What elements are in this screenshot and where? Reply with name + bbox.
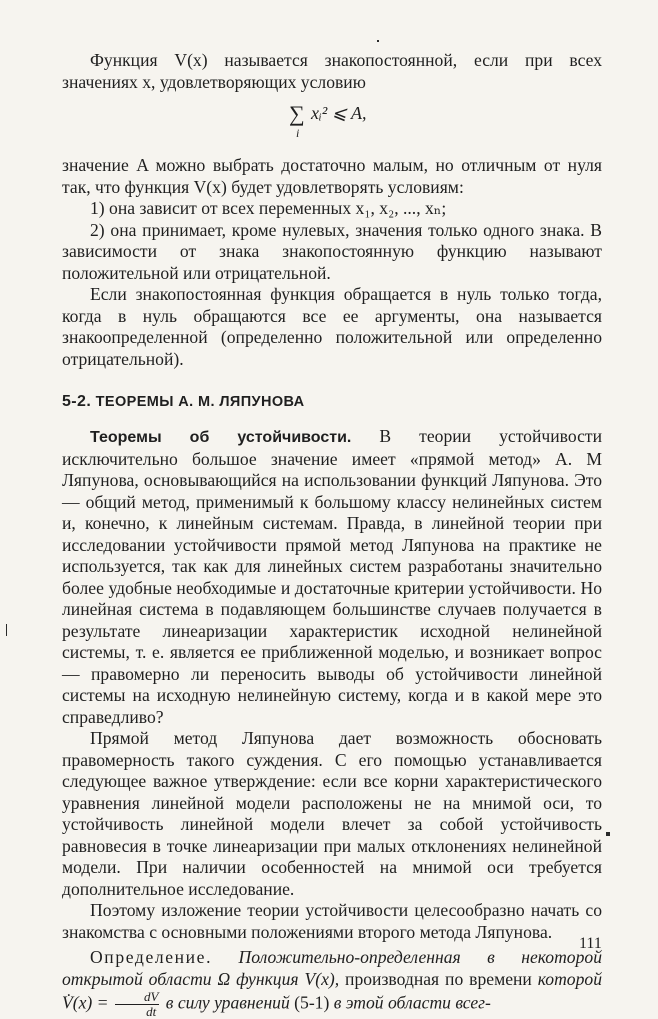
fraction-numerator: dV [115,990,159,1005]
definition-normal-2: (5-1) [289,992,334,1013]
paragraph-second-method: Поэтому изложение теории устойчивости целесообразно начать со знакомства с основными положениями второго метода Ляпунова. [62,900,602,942]
paragraph-body: В теории устойчивости исключительно большое значение имеет «прямой метод» А. М Ляпунова, основывающийся на использовании функций Ляпунова. Это — общий метод, применимый к большому классу нелинейных систем и, конечно, к линейным системам. Правда, в линейной теории при исследовании устойчивости прямой метод Ляпунова на практике не используется, так как для линейных систем разработаны значительно более удобные необходимые и достаточные критерии устойчивости. Но линейная система в подавляющем большинстве случаев получается в результате линеаризации характеристик исходной нелинейной системы, т. е. является ее приближенной моделью, и возникает вопрос — правомерно ли переносить выводы об устойчивости линейной системы на исходную нелинейную систему, когда и в какой мере это справедливо? [62,426,602,727]
scan-margin-mark [6,624,7,636]
definition-italic-3: в силу уравнений [161,992,290,1013]
paragraph-definition-sign-constant: Функция V(x) называется знакопостоянной, если при всех значениях x, удовлетворяющих условию [62,50,602,92]
derivative-fraction [115,990,159,1019]
paragraph-sign-definite: Если знакопостоянная функция обращается в нуль только тогда, когда в нуль обращаются все ее аргументы, она называется знакоопределенной (определенно положительной или определенно отрицательной). [62,284,602,369]
definition-label: Определение. [90,947,213,967]
condition-item-1: 1) она зависит от всех переменных x₁, x₂, ..., xₙ; [90,198,447,218]
sum-condition-formula [62,99,602,143]
sum-body: xᵢ² ⩽ A, [311,103,367,123]
paragraph-stability-theorems [62,426,602,728]
definition-normal-1: производная по времени [339,968,538,989]
condition-item-2: 2) она принимает, кроме нулевых, значения только одного знака. В зависимости от знака знакопостоянную функцию называют положительной или отрицательной. [62,219,602,283]
section-number: 5-2. [62,393,92,410]
paragraph-definition [62,947,602,1019]
paragraph-lead-bold: Теоремы об устойчивости. [90,429,352,446]
text-column [62,50,602,1019]
sigma-symbol: ∑ [289,101,305,126]
scan-dot [606,832,610,836]
definition-italic-4: в этой области всег- [333,992,491,1013]
paragraph-conditions-intro: значение A можно выбрать достаточно малым, но отличным от нуля так, что функция V(x) будет удовлетворять условиям: [62,155,602,197]
definition-italic-2: которой V̇(x) = [62,968,602,1013]
section-heading [62,392,602,412]
sum-index: i [296,126,300,140]
page-number: 111 [579,935,602,952]
scan-speck [377,40,379,42]
section-title: ТЕОРЕМЫ А. М. ЛЯПУНОВА [95,394,305,410]
paragraph-direct-method: Прямой метод Ляпунова дает возможность обосновать правомерность такого суждения. С его помощью устанавливается следующее важное утверждение: если все корни характеристического уравнения линейной модели расположены не на мнимой оси, то устойчивость линейной модели влечет за собой устойчивость равновесия в точке линеаризации при малых отклонениях нелинейной модели. При наличии особенностей на мнимой оси требуется дополнительное исследование. [62,728,602,899]
fraction-denominator: dt [146,1004,157,1019]
definition-italic-1: Положительно-определенная в некоторой открытой области Ω функция V(x), [62,947,602,989]
